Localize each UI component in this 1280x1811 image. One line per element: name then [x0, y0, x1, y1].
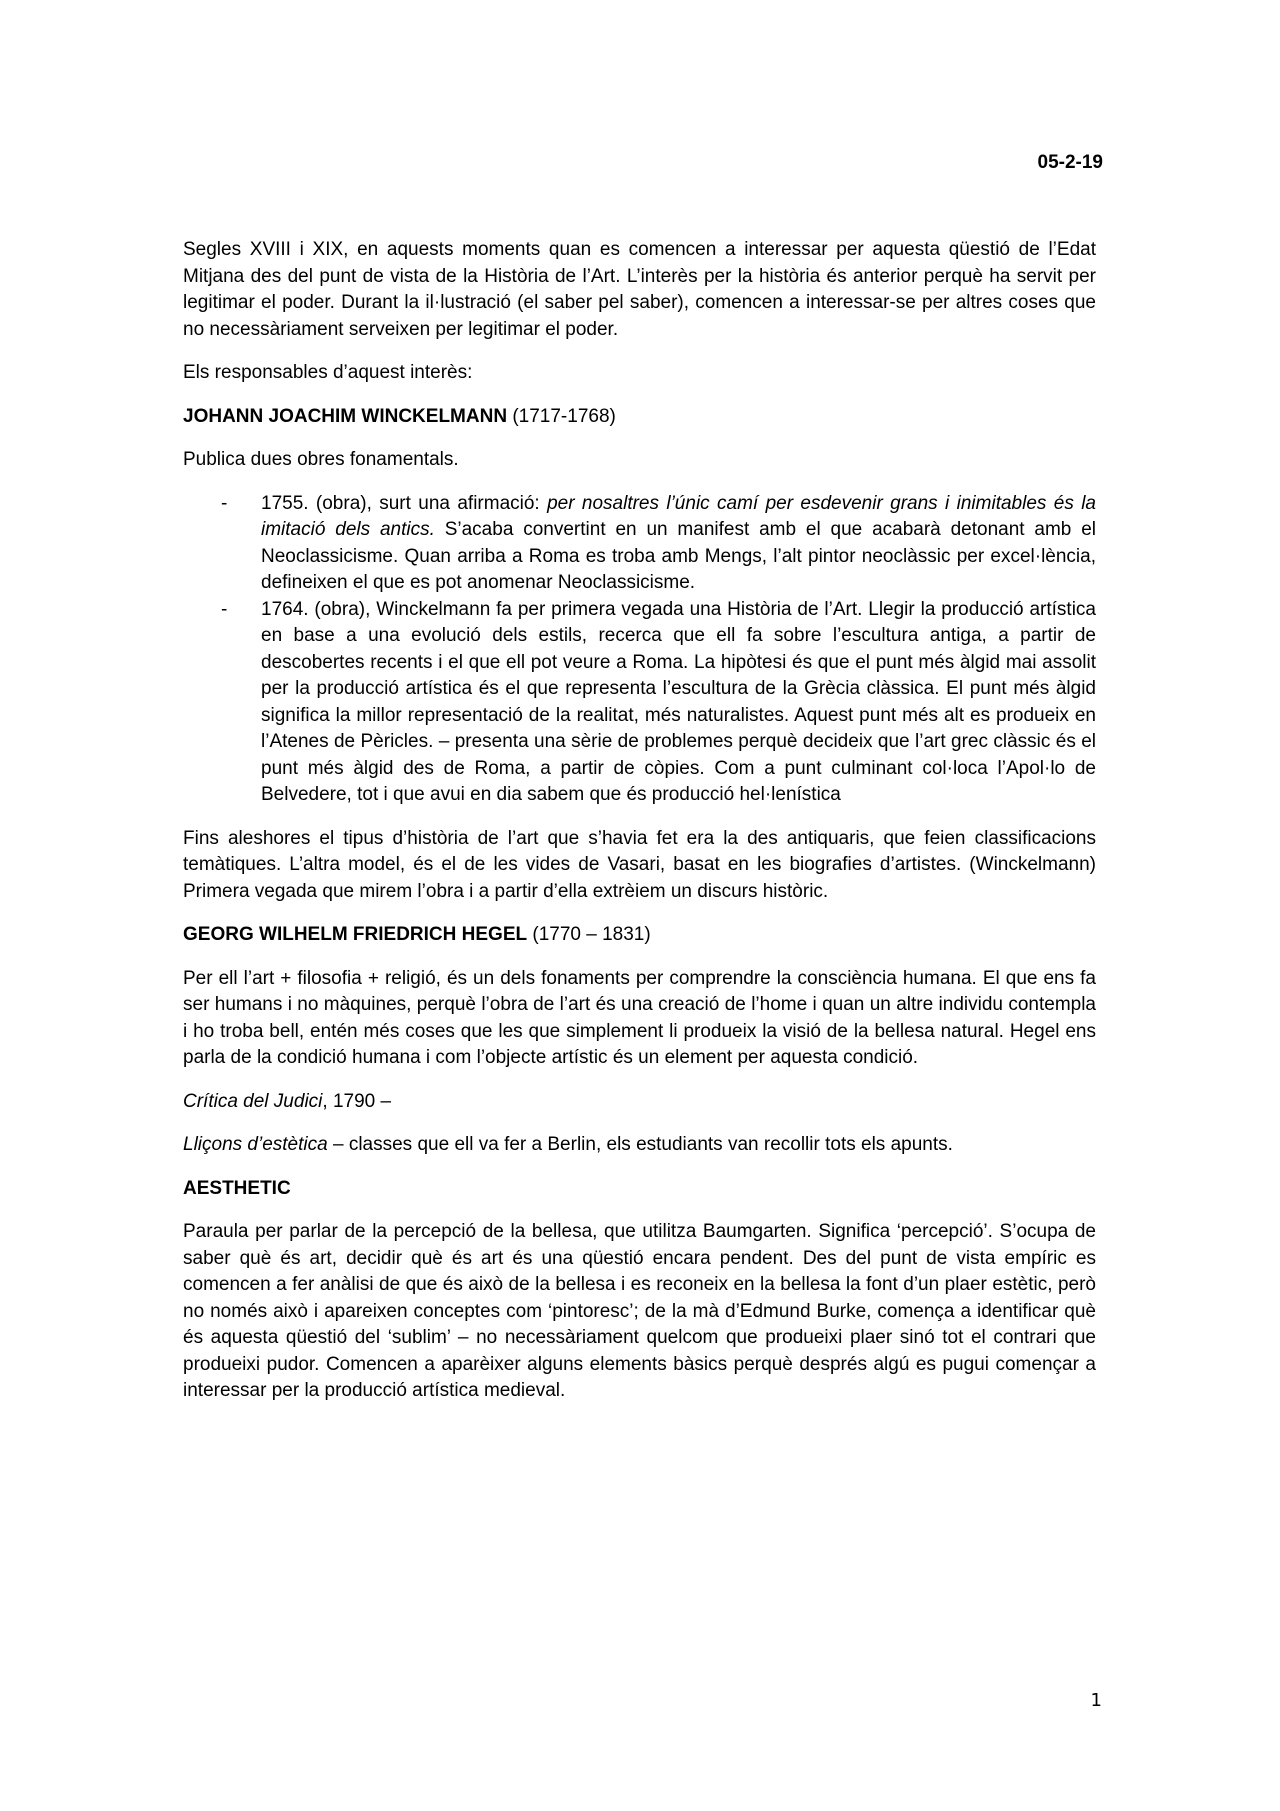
- item1-text-post: S’acaba convertint en un manifest amb el que acabarà detonant amb el Neoclassicisme. Quan arriba a Roma es troba amb Mengs, l’alt pintor neoclàssic per excel·lència, defineixen el que es pot anomenar Neoclassicisme.: [261, 519, 1096, 593]
- list-item: [183, 597, 1096, 809]
- winckelmann-works-list: [183, 491, 1096, 809]
- winckelmann-name: JOHANN JOACHIM WINCKELMANN: [183, 405, 508, 427]
- aesthetic-heading: AESTHETIC: [183, 1177, 291, 1199]
- bullet-dash: -: [221, 598, 228, 620]
- llicons-title: Lliçons d’estètica: [183, 1134, 328, 1155]
- item1-text-pre: 1755. (obra), surt una afirmació:: [261, 492, 548, 514]
- item1-quote: per nosaltres l’únic camí per esdevenir grans i inimitables és la imitació dels antics.: [261, 492, 1096, 540]
- hegel-dates: (1770 – 1831): [527, 924, 651, 945]
- critica-line: [183, 1089, 1096, 1116]
- winckelmann-intro: Publica dues obres fonamentals.: [183, 449, 459, 470]
- page-number: 1: [1090, 1690, 1102, 1711]
- responsables-line: Els responsables d’aquest interès:: [183, 362, 473, 383]
- critica-rest: , 1790 –: [322, 1090, 392, 1112]
- winckelmann-heading-line: [183, 404, 1096, 431]
- hegel-name: GEORG WILHELM FRIEDRICH HEGEL: [183, 924, 528, 945]
- winckelmann-dates: (1717-1768): [507, 405, 616, 427]
- document-body: [183, 237, 1096, 1422]
- bullet-dash: -: [221, 492, 228, 514]
- aesthetic-paragraph: Paraula per parlar de la percepció de la bellesa, que utilitza Baumgarten. Significa ‘percepció’. S’ocupa de saber què és art, decidir què és art és una qüestió encara pendent. Des del punt de vista empíric es comencen a fer anàlisi de que és això de la bellesa i es reconeix en la bellesa la font d’un plaer estètic, però no només això i apareixen conceptes com ‘pintoresc’; de la mà d’Edmund Burke, comença a identificar què és aquesta qüestió del ‘sublim’ – no necessàriament quelcom que produeixi plaer sinó tot el contrari que produeixi pudor. Comencen a aparèixer alguns elements bàsics perquè després algú es pugui començar a interessar per la producció artística medieval.: [183, 1221, 1096, 1401]
- list-item: [183, 491, 1096, 597]
- intro-paragraph: Segles XVIII i XIX, en aquests moments quan es comencen a interessar per aquesta qüestió de l’Edat Mitjana des del punt de vista de la Història de l’Art. L’interès per la història és anterior perquè ha servit per legitimar el poder. Durant la il·lustració (el saber pel saber), comencen a interessar-se per altres coses que no necessàriament serveixen per legitimar el poder.: [183, 239, 1096, 340]
- critica-title: Crítica del Judici: [183, 1090, 323, 1112]
- item2-text: 1764. (obra), Winckelmann fa per primera vegada una Història de l’Art. Llegir la producció artística en base a una evolució dels estils, recerca que ell fa sobre l’escultura antiga, a partir de descobertes recents i el que ell pot veure a Roma. La hipòtesi és que el punt més àlgid mai assolit per la producció artística és el que representa l’escultura de la Grècia clàssica. El punt més àlgid significa la millor representació de la realitat, més naturalistes. Aquest punt més alt es produeix en l’Atenes de Pèricles. – presenta una sèrie de problemes perquè decideix que l’art grec clàssic és el punt més àlgid des de Roma, a partir de còpies. Com a punt culminant col·loca l’Apol·lo de Belvedere, tot i que avui en dia sabem que és producció hel·lenística: [261, 598, 1096, 805]
- hegel-heading-line: [183, 922, 1096, 949]
- llicons-rest: – classes que ell va fer a Berlin, els estudiants van recollir tots els apunts.: [327, 1134, 953, 1155]
- winckelmann-outro: Fins aleshores el tipus d’història de l’art que s’havia fet era la des antiquaris, que feien classificacions temàtiques. L’altra model, és el de les vides de Vasari, basat en les biografies d’artistes. (Winckelmann) Primera vegada que mirem l’obra i a partir d’ella extrèiem un discurs històric.: [183, 827, 1096, 902]
- llicons-line: [183, 1132, 1096, 1159]
- hegel-paragraph: Per ell l’art + filosofia + religió, és un dels fonaments per comprendre la consciència humana. El que ens fa ser humans i no màquines, perquè l’obra de l’art és una creació de l’home i quan un altre individu contempla i ho troba bell, entén més coses que les que simplement li produeix la visió de la bellesa natural. Hegel ens parla de la condició humana i com l’objecte artístic és un element per aquesta condició.: [183, 967, 1096, 1068]
- document-date: 05-2-19: [1037, 152, 1103, 173]
